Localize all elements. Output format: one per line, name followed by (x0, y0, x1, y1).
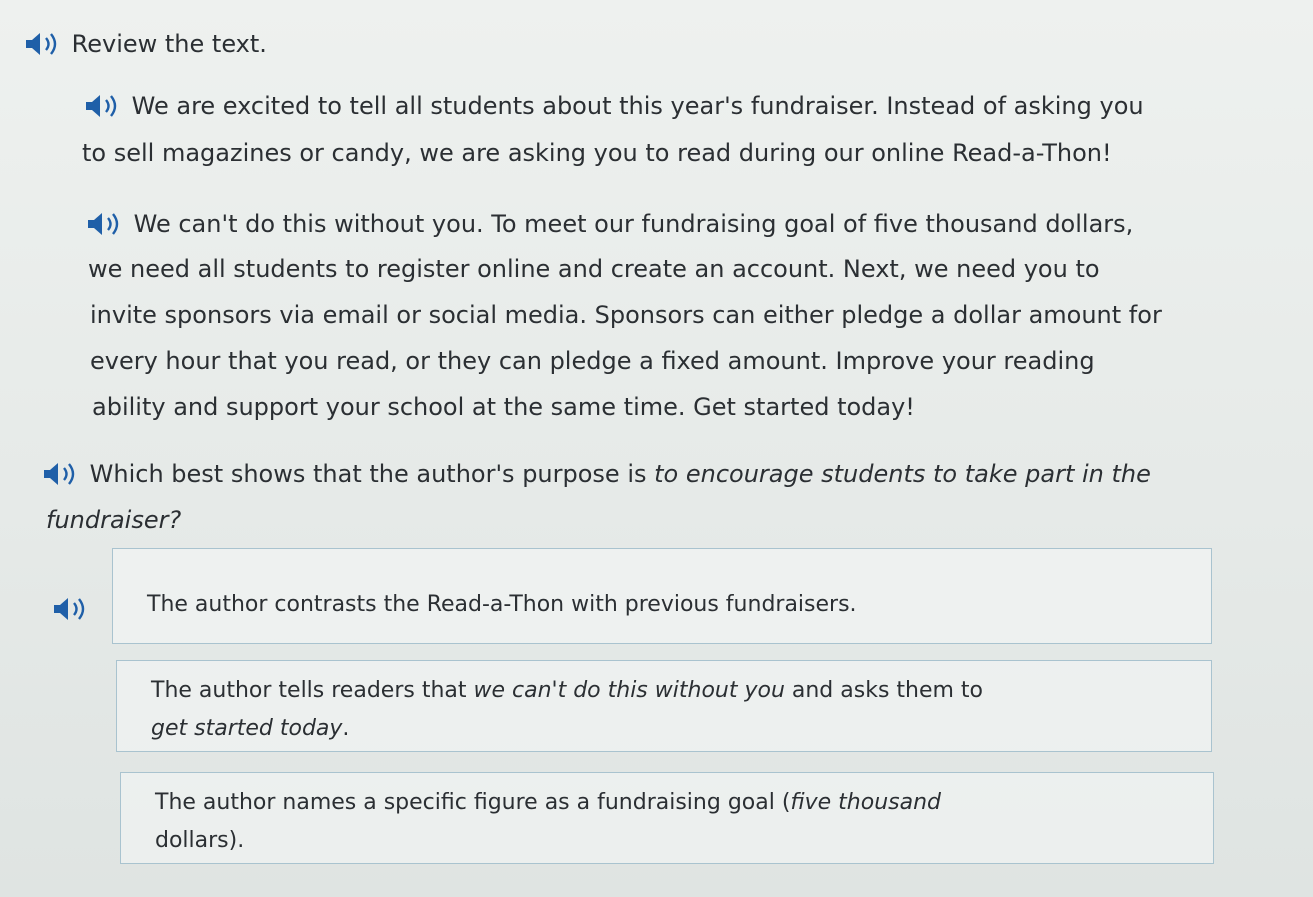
answer-option-3-line-1 (155, 787, 941, 819)
answer-option-3-line-2 (155, 825, 244, 857)
answer-option-3[interactable] (120, 772, 1214, 864)
question-line-1 (90, 460, 1151, 488)
paragraph-2-line-1: We can't do this without you. To meet our fundraising goal of five thousand dollars, (133, 210, 1134, 238)
answer-option-2[interactable] (116, 660, 1212, 752)
answer-option-2-line-2 (151, 713, 349, 745)
speaker-icon[interactable] (24, 31, 64, 57)
speaker-icon[interactable] (86, 211, 126, 237)
answer-option-3-prefix: The author names a specific figure as a fundraising goal ( (155, 790, 791, 815)
paragraph-2-line-4: every hour that you read, or they can pledge a fixed amount. Improve your reading (90, 347, 1095, 375)
question-emphasis: to encourage students to take part in the (654, 460, 1151, 488)
question-prefix: Which best shows that the author's purpose is (89, 460, 655, 488)
speaker-icon[interactable] (42, 461, 82, 487)
answer-option-2-line-1 (151, 675, 983, 707)
paragraph-2-line-3: invite sponsors via email or social media. Sponsors can either pledge a dollar amount for (90, 301, 1162, 329)
header-row (24, 28, 267, 59)
answer-option-1[interactable] (112, 548, 1212, 644)
paragraph-1-line-2: to sell magazines or candy, we are asking you to read during our online Read-a-Thon! (82, 139, 1112, 167)
answer-option-2-prefix: The author tells readers that (151, 678, 474, 703)
answer-option-2-suffix: and asks them to (784, 678, 984, 703)
question-emphasis-end: fundraiser? (46, 506, 182, 534)
answer-option-1-text: The author contrasts the Read-a-Thon with previous fundraisers. (147, 592, 857, 617)
speaker-icon[interactable] (84, 93, 124, 119)
answer-option-3-suffix: ). (228, 828, 245, 853)
paragraph-2-row (86, 208, 1133, 239)
paragraph-1-row (84, 90, 1144, 121)
answer-option-2-suffix-2: . (342, 716, 350, 741)
answer-option-2-emphasis: we can't do this without you (473, 678, 785, 703)
question-line-2 (46, 505, 181, 535)
page-title: Review the text. (71, 30, 267, 58)
paragraph-1-line-1: We are excited to tell all students about this year's fundraiser. Instead of asking you (131, 92, 1144, 120)
question-row (42, 458, 1151, 489)
speaker-icon[interactable] (52, 596, 92, 622)
paragraph-2-line-5: ability and support your school at the same time. Get started today! (92, 393, 915, 421)
answer-option-3-emphasis: five thousand (790, 790, 942, 815)
answer-option-2-emphasis-2: get started today (151, 716, 343, 741)
answer-option-3-dollars: dollars (155, 828, 229, 853)
paragraph-2-line-2: we need all students to register online and create an account. Next, we need you to (88, 255, 1100, 283)
